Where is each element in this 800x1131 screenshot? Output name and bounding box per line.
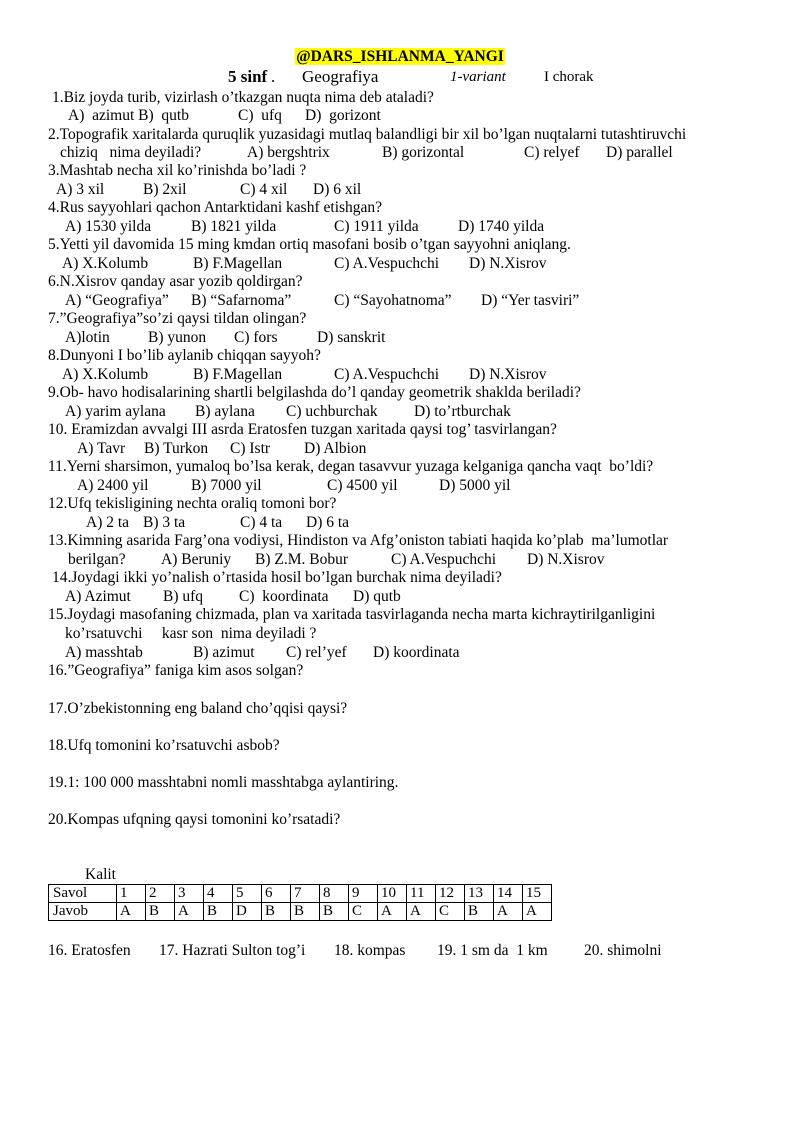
q9-option-d: D) to’rtburchak: [414, 403, 511, 420]
q1-option-d: D) gorizont: [305, 107, 381, 124]
key-number-cell: 11: [407, 885, 436, 903]
question-2: 2.Topografik xaritalarda quruqlik yuzasidagi mutlaq balandligi bir xil bo’lgan nuqtalarni tutashtiruvchi: [48, 126, 687, 143]
q8-option-d: D) N.Xisrov: [469, 366, 547, 383]
quarter-label: I chorak: [544, 69, 594, 85]
q9-option-a: A) yarim aylana: [65, 403, 166, 420]
question-16: 16.”Geografiya” faniga kim asos solgan?: [48, 662, 304, 679]
q15-option-c: C) rel’yef: [286, 644, 347, 661]
key-answer-cell: B: [320, 903, 349, 921]
q13-option-a: A) Beruniy: [161, 551, 232, 568]
answer-key-table: [48, 884, 552, 921]
question-17: 17.O’zbekistonning eng baland cho’qqisi qaysi?: [48, 700, 348, 717]
key-number-cell: 15: [523, 885, 552, 903]
question-18: 18.Ufq tomonini ko’rsatuvchi asbob?: [48, 737, 280, 754]
q7-option-d: D) sanskrit: [317, 329, 386, 346]
q11-option-d: D) 5000 yil: [439, 477, 511, 494]
q12-option-a: A) 2 ta: [86, 514, 130, 531]
question-15: 15.Joydagi masofaning chizmada, plan va xaritada tasvirlaganda necha marta kichraytirilganligini: [48, 606, 656, 623]
q9-option-b: B) aylana: [195, 403, 255, 420]
brand-header: [0, 48, 800, 66]
question-2-cont: chiziq nima deyiladi?: [60, 144, 202, 161]
q2-option-a: A) bergshtrix: [247, 144, 330, 161]
q7-option-a: A)lotin: [65, 329, 110, 346]
key-answer-cell: A: [523, 903, 552, 921]
q2-option-c: C) relyef: [524, 144, 580, 161]
key-number-cell: 3: [175, 885, 204, 903]
question-8: 8.Dunyoni I bo’lib aylanib chiqqan sayyoh?: [48, 347, 321, 364]
key-answer-cell: B: [291, 903, 320, 921]
question-12: 12.Ufq tekisligining nechta oraliq tomoni bor?: [48, 495, 337, 512]
q10-option-c: C) Istr: [230, 440, 271, 457]
q15-option-a: A) masshtab: [65, 644, 143, 661]
subject-label: Geografiya: [302, 67, 379, 86]
q3-option-b: B) 2xil: [143, 181, 187, 198]
key-answer-cell: A: [175, 903, 204, 921]
key-number-cell: 1: [117, 885, 146, 903]
key-answer-cell: B: [262, 903, 291, 921]
title-period: .: [271, 67, 276, 86]
key-answer-cell: A: [378, 903, 407, 921]
open-answer-18: 18. kompas: [334, 942, 406, 959]
q10-option-b: B) Turkon: [144, 440, 209, 457]
q6-option-b: B) “Safarnoma”: [191, 292, 292, 309]
key-number-cell: 13: [465, 885, 494, 903]
q5-option-c: C) A.Vespuchchi: [334, 255, 440, 272]
q8-option-b: B) F.Magellan: [193, 366, 283, 383]
question-1: 1.Biz joyda turib, vizirlash o’tkazgan nuqta nima deb ataladi?: [52, 89, 434, 106]
q11-option-a: A) 2400 yil: [77, 477, 149, 494]
q4-option-c: C) 1911 yilda: [334, 218, 419, 235]
q9-option-c: C) uchburchak: [286, 403, 378, 420]
key-number-cell: 7: [291, 885, 320, 903]
key-number-cell: 10: [378, 885, 407, 903]
answer-key-answer-label: Javob: [49, 903, 117, 921]
answer-key-question-label: Savol: [49, 885, 117, 903]
class-label: 5 sinf: [228, 67, 268, 86]
key-answer-cell: D: [233, 903, 262, 921]
key-answer-cell: A: [494, 903, 523, 921]
q1-option-a: A) azimut B) qutb: [68, 107, 189, 124]
answer-key-title: Kalit: [85, 866, 116, 883]
q5-option-d: D) N.Xisrov: [469, 255, 547, 272]
question-14: 14.Joydagi ikki yo’nalish o’rtasida hosil bo’lgan burchak nima deyiladi?: [52, 569, 502, 586]
open-answer-16: 16. Eratosfen: [48, 942, 131, 959]
question-10: 10. Eramizdan avvalgi III asrda Eratosfen tuzgan xaritada qaysi tog’ tasvirlangan?: [48, 421, 557, 438]
key-answer-cell: C: [349, 903, 378, 921]
q13-option-c: C) A.Vespuchchi: [391, 551, 497, 568]
question-19: 19.1: 100 000 masshtabni nomli masshtabga aylantiring.: [48, 774, 399, 791]
question-7: 7.”Geografiya”so’zi qaysi tildan olingan?: [48, 310, 307, 327]
q4-option-a: A) 1530 yilda: [65, 218, 152, 235]
q5-option-b: B) F.Magellan: [193, 255, 283, 272]
q2-option-d: D) parallel: [606, 144, 673, 161]
q14-option-a: A) Azimut: [65, 588, 131, 605]
variant-label: 1-variant: [450, 69, 506, 85]
key-answer-cell: A: [117, 903, 146, 921]
key-answer-cell: A: [407, 903, 436, 921]
key-answer-cell: B: [465, 903, 494, 921]
key-number-cell: 12: [436, 885, 465, 903]
question-11: 11.Yerni sharsimon, yumaloq bo’lsa kerak, degan tasavvur yuzaga kelganiga qancha vaqt bo’ldi?: [48, 458, 654, 475]
q10-option-a: A) Tavr: [77, 440, 126, 457]
question-3: 3.Mashtab necha xil ko’rinishda bo’ladi ?: [48, 162, 307, 179]
key-number-cell: 9: [349, 885, 378, 903]
key-number-cell: 14: [494, 885, 523, 903]
key-answer-cell: B: [204, 903, 233, 921]
q13-option-b: B) Z.M. Bobur: [255, 551, 348, 568]
q14-option-c: C) koordinata: [239, 588, 329, 605]
open-answer-20: 20. shimolni: [584, 942, 662, 959]
open-answer-19: 19. 1 sm da 1 km: [437, 942, 548, 959]
answer-key-answer-row: [49, 903, 552, 921]
q13-option-d: D) N.Xisrov: [527, 551, 605, 568]
key-answer-cell: B: [146, 903, 175, 921]
q8-option-c: C) A.Vespuchchi: [334, 366, 440, 383]
question-9: 9.Ob- havo hodisalarining shartli belgilashda do’l qanday geometrik shaklda beriladi?: [48, 384, 581, 401]
q7-option-c: C) fors: [234, 329, 278, 346]
key-number-cell: 8: [320, 885, 349, 903]
q14-option-d: D) qutb: [353, 588, 401, 605]
q3-option-d: D) 6 xil: [313, 181, 362, 198]
title-row: [0, 67, 800, 89]
q11-option-c: C) 4500 yil: [327, 477, 398, 494]
key-number-cell: 2: [146, 885, 175, 903]
key-number-cell: 6: [262, 885, 291, 903]
q8-option-a: A) X.Kolumb: [62, 366, 149, 383]
key-number-cell: 5: [233, 885, 262, 903]
q6-option-a: A) “Geografiya”: [65, 292, 169, 309]
q6-option-c: C) “Sayohatnoma”: [334, 292, 452, 309]
question-6: 6.N.Xisrov qanday asar yozib qoldirgan?: [48, 273, 303, 290]
question-20: 20.Kompas ufqning qaysi tomonini ko’rsatadi?: [48, 811, 341, 828]
question-15-cont: ko’rsatuvchi kasr son nima deyiladi ?: [65, 625, 317, 642]
q6-option-d: D) “Yer tasviri”: [481, 292, 580, 309]
q12-option-c: C) 4 ta: [240, 514, 283, 531]
q10-option-d: D) Albion: [304, 440, 367, 457]
q11-option-b: B) 7000 yil: [191, 477, 262, 494]
q4-option-d: D) 1740 yilda: [458, 218, 545, 235]
q14-option-b: B) ufq: [163, 588, 204, 605]
q3-option-c: C) 4 xil: [240, 181, 288, 198]
open-answer-17: 17. Hazrati Sulton tog’i: [159, 942, 306, 959]
question-13-cont: berilgan?: [68, 551, 126, 568]
q15-option-d: D) koordinata: [373, 644, 460, 661]
question-4: 4.Rus sayyohlari qachon Antarktidani kashf etishgan?: [48, 199, 383, 216]
q4-option-b: B) 1821 yilda: [191, 218, 277, 235]
key-number-cell: 4: [204, 885, 233, 903]
key-answer-cell: C: [436, 903, 465, 921]
q2-option-b: B) gorizontal: [382, 144, 465, 161]
q12-option-b: B) 3 ta: [143, 514, 186, 531]
q12-option-d: D) 6 ta: [306, 514, 350, 531]
answer-key-question-row: [49, 885, 552, 903]
question-5: 5.Yetti yil davomida 15 ming kmdan ortiq masofani bosib o’tgan sayyohni aniqlang.: [48, 236, 571, 253]
brand-label: @DARS_ISHLANMA_YANGI: [296, 48, 504, 65]
q3-option-a: A) 3 xil: [56, 181, 105, 198]
q7-option-b: B) yunon: [148, 329, 207, 346]
q1-option-c: C) ufq: [238, 107, 282, 124]
q5-option-a: A) X.Kolumb: [62, 255, 149, 272]
q15-option-b: B) azimut: [193, 644, 255, 661]
question-13: 13.Kimning asarida Farg’ona vodiysi, Hindiston va Afg’oniston tabiati haqida ko’plab ma’lumotlar: [48, 532, 669, 549]
